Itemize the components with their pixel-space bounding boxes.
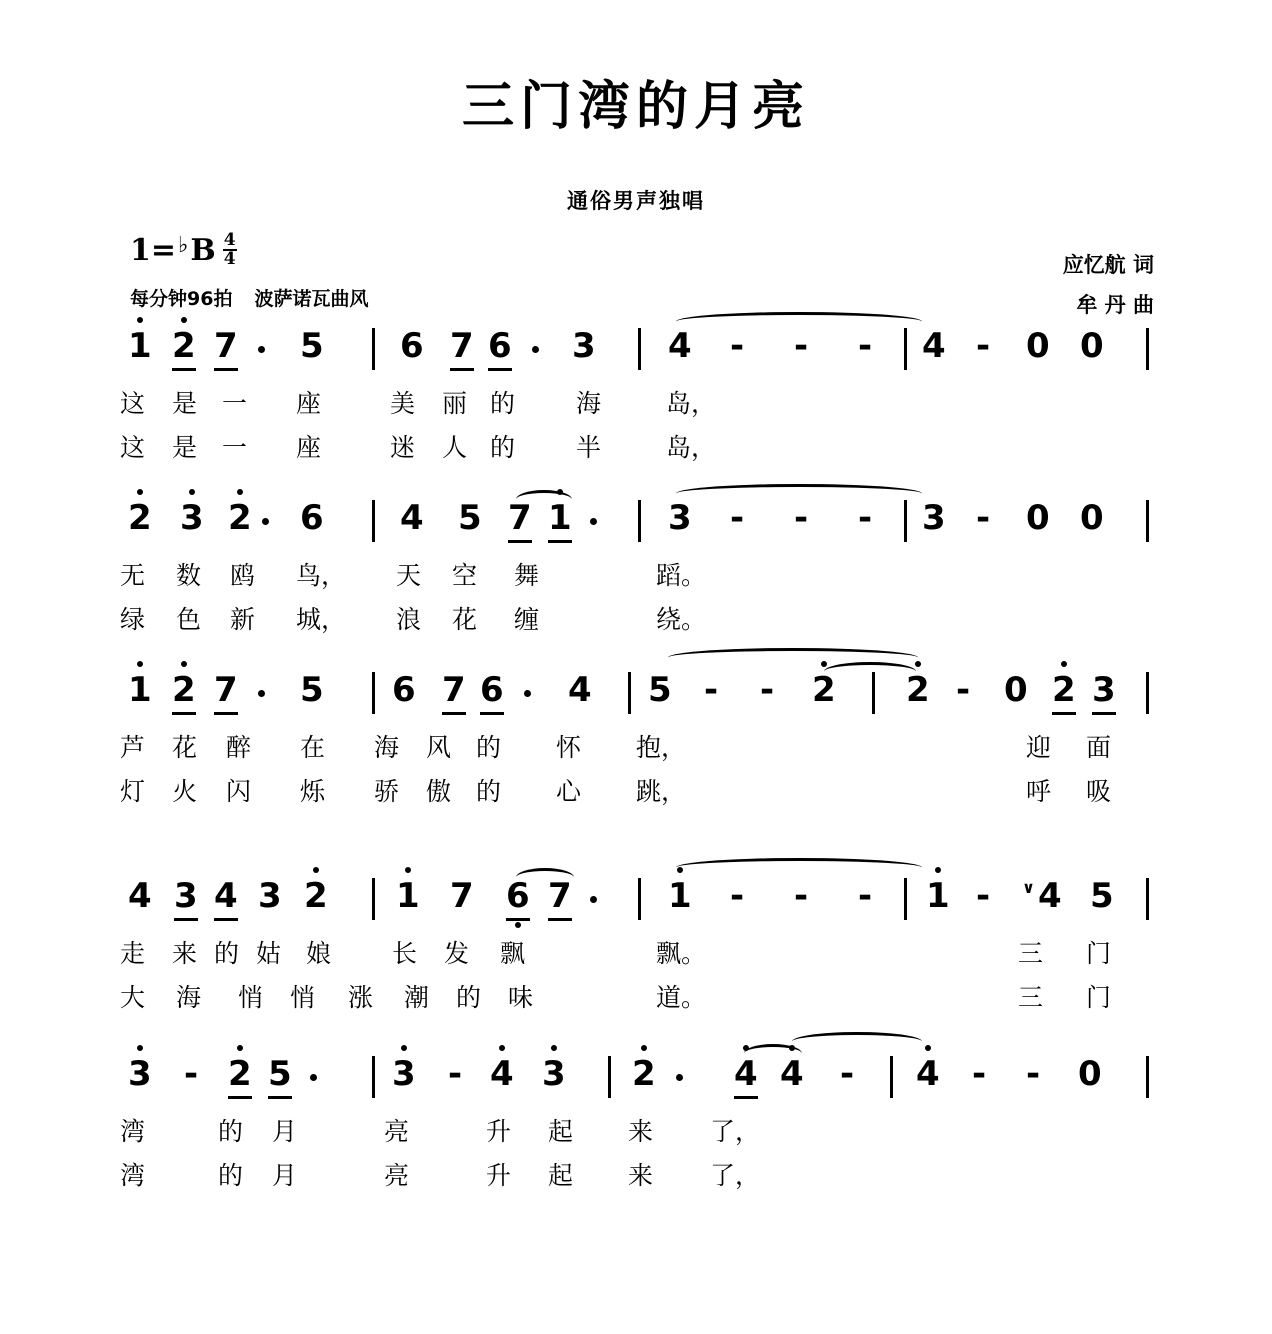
augmentation-dot <box>524 690 531 697</box>
barline <box>638 328 641 370</box>
lyric: 升 <box>486 1161 512 1190</box>
lyric: 的 <box>456 983 482 1012</box>
lyric: 在 <box>300 733 326 762</box>
lyric: 来 <box>628 1161 654 1190</box>
note: 2 <box>304 876 328 916</box>
barline <box>1146 500 1149 542</box>
lyric: 闪 <box>226 777 252 806</box>
tempo-style-line <box>130 284 368 311</box>
lyric: 岛， <box>666 389 717 418</box>
notes-row-5 <box>0 1054 1272 1112</box>
lyric: 跳， <box>636 777 687 806</box>
note: 6 <box>392 670 416 710</box>
lyric-row-2b <box>0 600 1272 644</box>
dash: - <box>972 1054 987 1094</box>
lyric: 三 <box>1018 983 1044 1012</box>
key-tempo-block <box>130 230 369 311</box>
lyric: 的 <box>476 733 502 762</box>
lyric: 色 <box>176 605 202 634</box>
lyric: 起 <box>548 1161 574 1190</box>
note: 3 <box>180 498 204 538</box>
lyric: 迎 <box>1026 733 1052 762</box>
note: 5 <box>648 670 672 710</box>
augmentation-dot <box>258 690 265 697</box>
note: 7 <box>548 876 572 921</box>
note: 6 <box>480 670 504 715</box>
lyric: 醉 <box>226 733 252 762</box>
lyric: 天 <box>396 561 422 590</box>
note: 0 <box>1080 326 1104 366</box>
note: 6 <box>506 876 530 921</box>
note: 4 <box>568 670 592 710</box>
slur <box>824 662 916 681</box>
lyric: 湾 <box>120 1161 146 1190</box>
notes-row-1 <box>0 326 1272 384</box>
lyric: 亮 <box>384 1117 410 1146</box>
lyric: 美 <box>390 389 416 418</box>
lyric: 起 <box>548 1117 574 1146</box>
notes-row-4 <box>0 876 1272 934</box>
augmentation-dot <box>258 346 265 353</box>
dash: - <box>184 1054 199 1094</box>
lyric: 湾 <box>120 1117 146 1146</box>
note: 1 <box>396 876 420 916</box>
barline <box>1146 878 1149 920</box>
lyric-row-5b <box>0 1156 1272 1200</box>
lyric: 娘 <box>306 939 332 968</box>
note: 5 <box>1090 876 1114 916</box>
lyric: 烁 <box>300 777 326 806</box>
note: 7 <box>214 326 238 371</box>
note: 2 <box>1052 670 1076 715</box>
lyric: 涨 <box>348 983 374 1012</box>
barline <box>904 878 907 920</box>
dash: - <box>730 326 745 366</box>
lyric: 数 <box>176 561 202 590</box>
lyric: 城， <box>296 605 347 634</box>
lyric: 面 <box>1086 733 1112 762</box>
flat-icon: ♭ <box>178 231 189 258</box>
augmentation-dot <box>590 896 597 903</box>
tempo-marking: 每分钟96拍 <box>130 288 233 310</box>
system-4 <box>0 876 1272 1054</box>
lyric: 心 <box>556 777 582 806</box>
lyric: 悄 <box>290 983 316 1012</box>
note: 7 <box>508 498 532 543</box>
breath-mark: ∨ <box>1022 878 1035 897</box>
lyric: 这 <box>120 433 146 462</box>
note: 5 <box>458 498 482 538</box>
lyric: 飘。 <box>656 939 707 968</box>
lyric: 缠 <box>514 605 540 634</box>
note: 2 <box>172 670 196 715</box>
lyric: 走 <box>120 939 146 968</box>
note: 2 <box>172 326 196 371</box>
note: 0 <box>1026 326 1050 366</box>
notes-row-3 <box>0 670 1272 728</box>
augmentation-dot <box>590 518 597 525</box>
lyric: 鸥 <box>230 561 256 590</box>
note: 0 <box>1078 1054 1102 1094</box>
note: 7 <box>214 670 238 715</box>
key-prefix: 1= <box>130 233 177 268</box>
dash: - <box>448 1054 463 1094</box>
lyric: 座 <box>296 389 322 418</box>
music-systems <box>0 326 1272 1200</box>
barline <box>904 500 907 542</box>
note: 0 <box>1004 670 1028 710</box>
note: 3 <box>1092 670 1116 715</box>
lyric: 呼 <box>1026 777 1052 806</box>
barline <box>372 328 375 370</box>
lyric: 空 <box>452 561 478 590</box>
barline <box>638 878 641 920</box>
note: 4 <box>1038 876 1062 916</box>
lyric: 人 <box>442 433 468 462</box>
system-5 <box>0 1054 1272 1200</box>
lyric: 海 <box>176 983 202 1012</box>
lyric: 火 <box>172 777 198 806</box>
composer-credit: 牟 丹 曲 <box>1076 292 1154 317</box>
barline <box>628 672 631 714</box>
lyric: 浪 <box>396 605 422 634</box>
lyric: 花 <box>452 605 478 634</box>
lyric: 是 <box>172 389 198 418</box>
note: 6 <box>400 326 424 366</box>
lyric: 这 <box>120 389 146 418</box>
system-3 <box>0 670 1272 876</box>
dash: - <box>704 670 719 710</box>
lyric: 一 <box>222 389 248 418</box>
lyric-row-1a <box>0 384 1272 428</box>
barline <box>372 672 375 714</box>
lyric: 门 <box>1086 983 1112 1012</box>
note: 2 <box>228 498 252 538</box>
note: 7 <box>450 326 474 371</box>
lyric-row-2a <box>0 556 1272 600</box>
note: 2 <box>228 1054 252 1099</box>
dash: - <box>730 876 745 916</box>
notes-row-2 <box>0 498 1272 556</box>
note: 6 <box>300 498 324 538</box>
slur <box>792 1032 922 1051</box>
note: 4 <box>668 326 692 366</box>
lyric: 怀 <box>556 733 582 762</box>
lyric: 蹈。 <box>656 561 707 590</box>
credits <box>1063 246 1154 326</box>
dash: - <box>976 498 991 538</box>
lyric: 亮 <box>384 1161 410 1190</box>
lyric: 是 <box>172 433 198 462</box>
note: 2 <box>128 498 152 538</box>
lyric: 三 <box>1018 939 1044 968</box>
dash: - <box>858 326 873 366</box>
dash: - <box>1026 1054 1041 1094</box>
lyric: 长 <box>392 939 418 968</box>
note: 3 <box>668 498 692 538</box>
barline <box>372 878 375 920</box>
lyric: 傲 <box>426 777 452 806</box>
lyric: 灯 <box>120 777 146 806</box>
lyric: 舞 <box>514 561 540 590</box>
barline <box>1146 328 1149 370</box>
lyric: 的 <box>490 433 516 462</box>
note: 5 <box>300 670 324 710</box>
note: 1 <box>926 876 950 916</box>
augmentation-dot <box>262 518 269 525</box>
augmentation-dot <box>532 346 539 353</box>
barline <box>890 1056 893 1098</box>
note: 2 <box>812 670 836 710</box>
system-1 <box>0 326 1272 498</box>
note: 3 <box>128 1054 152 1094</box>
time-signature-numerator: 4 <box>223 230 236 251</box>
lyric: 迷 <box>390 433 416 462</box>
lyric: 海 <box>374 733 400 762</box>
note: 3 <box>922 498 946 538</box>
note: 1 <box>128 670 152 710</box>
lyric: 了， <box>710 1161 761 1190</box>
style-marking: 波萨诺瓦曲风 <box>254 288 369 310</box>
lyric: 的 <box>218 1117 244 1146</box>
note: 5 <box>268 1054 292 1099</box>
lyric: 岛， <box>666 433 717 462</box>
note: 7 <box>442 670 466 715</box>
lyric: 绿 <box>120 605 146 634</box>
lyric: 绕。 <box>656 605 707 634</box>
dash: - <box>956 670 971 710</box>
dash: - <box>840 1054 855 1094</box>
note: 0 <box>1080 498 1104 538</box>
note: 4 <box>922 326 946 366</box>
lyric: 新 <box>230 605 256 634</box>
dash: - <box>858 876 873 916</box>
note: 4 <box>400 498 424 538</box>
barline <box>1146 672 1149 714</box>
lyric: 的 <box>218 1161 244 1190</box>
lyric: 花 <box>172 733 198 762</box>
dash: - <box>976 876 991 916</box>
note: 3 <box>542 1054 566 1094</box>
lyric-row-4b <box>0 978 1272 1022</box>
dash: - <box>976 326 991 366</box>
lyric: 升 <box>486 1117 512 1146</box>
lyric: 姑 <box>256 939 282 968</box>
note: 5 <box>300 326 324 366</box>
lyric: 发 <box>444 939 470 968</box>
lyric: 无 <box>120 561 146 590</box>
note: 4 <box>490 1054 514 1094</box>
barline <box>904 328 907 370</box>
lyric: 悄 <box>238 983 264 1012</box>
lyric: 风 <box>426 733 452 762</box>
note: 3 <box>392 1054 416 1094</box>
dash: - <box>760 670 775 710</box>
augmentation-dot <box>310 1074 317 1081</box>
lyric: 飘 <box>500 939 526 968</box>
barline <box>1146 1056 1149 1098</box>
dash: - <box>794 326 809 366</box>
lyric: 丽 <box>442 389 468 418</box>
note: 2 <box>632 1054 656 1094</box>
lyric: 半 <box>576 433 602 462</box>
note: 4 <box>780 1054 804 1094</box>
note: 6 <box>488 326 512 371</box>
barline <box>372 500 375 542</box>
lyric: 抱， <box>636 733 687 762</box>
key-signature <box>130 230 368 269</box>
lyric: 月 <box>272 1161 298 1190</box>
lyric-row-1b <box>0 428 1272 472</box>
dash: - <box>858 498 873 538</box>
lyric: 了， <box>710 1117 761 1146</box>
page-title: 三门湾的月亮 <box>461 76 810 137</box>
lyric: 一 <box>222 433 248 462</box>
subtitle: 通俗男声独唱 <box>567 189 705 214</box>
lyric: 的 <box>214 939 240 968</box>
note: 7 <box>450 876 474 916</box>
lyric: 座 <box>296 433 322 462</box>
note: 3 <box>174 876 198 921</box>
lyric: 的 <box>490 389 516 418</box>
lyric-row-5a <box>0 1112 1272 1156</box>
lyric: 味 <box>508 983 534 1012</box>
note: 3 <box>258 876 282 916</box>
lyric: 的 <box>476 777 502 806</box>
note: 4 <box>128 876 152 916</box>
dash: - <box>794 498 809 538</box>
lyricist-credit: 应忆航 词 <box>1062 253 1154 277</box>
lyric-row-3b <box>0 772 1272 816</box>
lyric: 海 <box>576 389 602 418</box>
lyric-row-4a <box>0 934 1272 978</box>
note: 4 <box>916 1054 940 1094</box>
barline <box>372 1056 375 1098</box>
sheet-music-page <box>0 78 1272 1334</box>
note: 3 <box>572 326 596 366</box>
lyric: 吸 <box>1086 777 1112 806</box>
lyric: 大 <box>120 983 146 1012</box>
lyric: 潮 <box>404 983 430 1012</box>
lyric-row-3a <box>0 728 1272 772</box>
lyric: 道。 <box>656 983 707 1012</box>
lyric: 来 <box>628 1117 654 1146</box>
system-2 <box>0 498 1272 670</box>
barline <box>608 1056 611 1098</box>
dash: - <box>730 498 745 538</box>
lyric: 月 <box>272 1117 298 1146</box>
barline <box>872 672 875 714</box>
note: 1 <box>668 876 692 916</box>
dash: - <box>794 876 809 916</box>
augmentation-dot <box>676 1074 683 1081</box>
note: 4 <box>734 1054 758 1099</box>
note: 4 <box>214 876 238 921</box>
time-signature-denominator: 4 <box>223 248 236 269</box>
slur <box>676 858 922 877</box>
note: 0 <box>1026 498 1050 538</box>
lyric: 来 <box>172 939 198 968</box>
note: 1 <box>548 498 572 543</box>
lyric: 门 <box>1086 939 1112 968</box>
note: 1 <box>128 326 152 366</box>
barline <box>638 500 641 542</box>
time-signature <box>223 230 237 269</box>
key-letter: B <box>190 233 216 268</box>
lyric: 鸟， <box>296 561 347 590</box>
note: 2 <box>906 670 930 710</box>
lyric: 骄 <box>374 777 400 806</box>
lyric: 芦 <box>120 733 146 762</box>
